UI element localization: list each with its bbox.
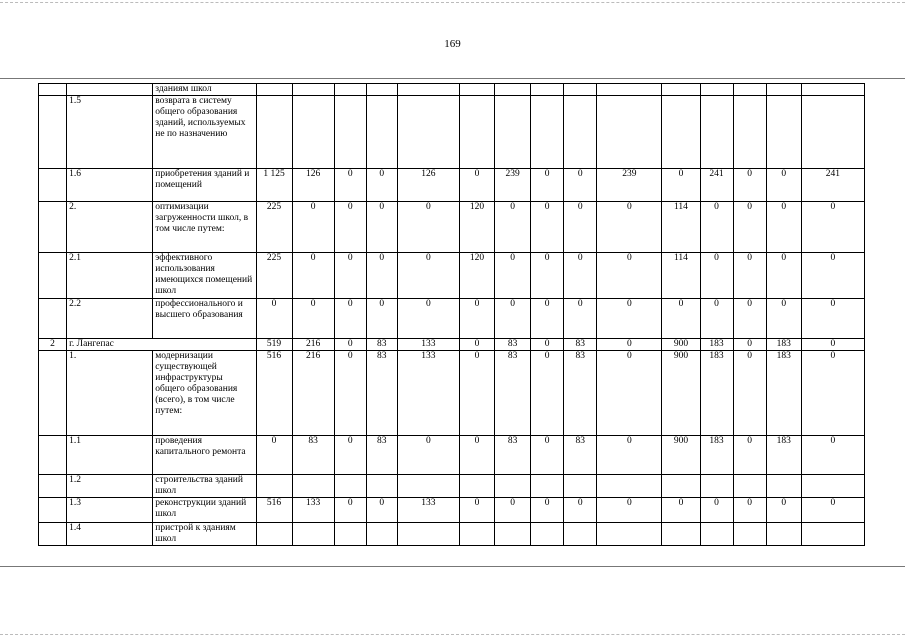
value-cell: 0 [801,202,864,253]
value-cell: 0 [334,351,366,436]
value-cell: 0 [700,299,733,339]
value-cell: 0 [459,339,494,351]
value-cell [397,96,459,169]
value-cell: 0 [766,202,801,253]
value-cell: 183 [700,339,733,351]
page-number: 169 [444,38,461,50]
value-cell: 519 [256,339,292,351]
value-cell [662,475,700,498]
value-cell [397,84,459,96]
row-code-cell: 1.5 [67,96,153,169]
value-cell: 0 [459,169,494,202]
value-cell [564,96,597,169]
value-cell [531,523,564,546]
value-cell [597,96,662,169]
table-row [39,475,865,498]
value-cell: 0 [564,202,597,253]
value-cell: 126 [397,169,459,202]
value-cell: 0 [495,299,531,339]
value-cell: 0 [334,202,366,253]
value-cell: 0 [662,498,700,523]
value-cell: 114 [662,253,700,299]
value-cell: 0 [459,351,494,436]
table-row [39,202,865,253]
value-cell [334,475,366,498]
value-cell: 0 [495,253,531,299]
value-cell: 0 [733,202,766,253]
value-cell [766,84,801,96]
value-cell [700,96,733,169]
value-cell: 126 [292,169,334,202]
value-cell [334,84,366,96]
value-cell: 0 [597,202,662,253]
value-cell: 0 [531,351,564,436]
value-cell: 0 [334,498,366,523]
value-cell: 225 [256,202,292,253]
value-cell: 120 [459,253,494,299]
value-cell: 183 [766,339,801,351]
value-cell [292,96,334,169]
value-cell [564,475,597,498]
row-number-cell [39,253,67,299]
row-name-cell: пристрой к зданиям школ [153,523,256,546]
value-cell: 0 [531,498,564,523]
table-row [39,339,865,351]
value-cell: 0 [766,253,801,299]
value-cell: 0 [564,299,597,339]
value-cell: 0 [766,498,801,523]
row-name-cell: реконструкции зданий школ [153,498,256,523]
value-cell: 83 [564,436,597,475]
row-number-cell [39,523,67,546]
value-cell [292,475,334,498]
row-name-cell: возврата в систему общего образования зданий, используемых не по назначению [153,96,256,169]
value-cell: 0 [801,339,864,351]
value-cell: 0 [334,299,366,339]
value-cell: 0 [334,169,366,202]
value-cell [256,523,292,546]
value-cell: 0 [564,253,597,299]
value-cell: 83 [564,351,597,436]
value-cell: 83 [366,351,397,436]
value-cell [256,84,292,96]
value-cell: 0 [733,299,766,339]
value-cell: 133 [397,351,459,436]
page-edge-top [0,2,905,3]
value-cell: 0 [597,436,662,475]
value-cell [334,96,366,169]
value-cell: 0 [397,436,459,475]
value-cell: 0 [700,253,733,299]
value-cell [597,84,662,96]
value-cell [397,475,459,498]
header-rule [0,78,905,79]
value-cell: 0 [366,202,397,253]
row-name-cell: приобретения зданий и помещений [153,169,256,202]
value-cell: 0 [597,253,662,299]
row-name-cell: профессионального и высшего образования [153,299,256,339]
value-cell: 0 [459,299,494,339]
value-cell [459,475,494,498]
value-cell: 0 [366,498,397,523]
value-cell: 216 [292,339,334,351]
value-cell: 241 [700,169,733,202]
value-cell: 0 [531,169,564,202]
value-cell: 0 [733,169,766,202]
value-cell [334,523,366,546]
table-row [39,299,865,339]
row-number-cell [39,96,67,169]
footer-rule [0,566,905,567]
page-edge-bottom [0,634,905,635]
value-cell: 0 [256,299,292,339]
row-number-cell [39,498,67,523]
value-cell: 0 [662,169,700,202]
value-cell [766,96,801,169]
table-row [39,96,865,169]
value-cell: 0 [733,351,766,436]
value-cell: 114 [662,202,700,253]
value-cell: 183 [700,436,733,475]
value-cell: 0 [700,202,733,253]
value-cell: 133 [397,498,459,523]
row-number-cell [39,84,67,96]
value-cell: 0 [597,339,662,351]
value-cell [662,96,700,169]
row-number-cell: 2 [39,339,67,351]
value-cell: 239 [495,169,531,202]
value-cell: 0 [397,253,459,299]
row-number-cell [39,436,67,475]
value-cell [662,84,700,96]
value-cell: 0 [766,299,801,339]
table-row [39,523,865,546]
value-cell: 0 [766,169,801,202]
value-cell [733,96,766,169]
value-cell: 0 [366,299,397,339]
value-cell: 0 [531,436,564,475]
value-cell: 0 [495,498,531,523]
value-cell: 0 [801,498,864,523]
data-table [38,83,865,546]
table-row [39,169,865,202]
value-cell: 83 [495,339,531,351]
row-name-cell: оптимизации загруженности школ, в том числе путем: [153,202,256,253]
value-cell: 83 [495,351,531,436]
value-cell: 0 [733,436,766,475]
value-cell: 0 [801,351,864,436]
row-name-cell: модернизации существующей инфраструктуры общего образования (всего), в том числе путем: [153,351,256,436]
value-cell: 0 [366,169,397,202]
value-cell [733,84,766,96]
value-cell: 216 [292,351,334,436]
value-cell: 0 [495,202,531,253]
value-cell [495,523,531,546]
value-cell [256,475,292,498]
value-cell: 0 [733,339,766,351]
value-cell: 83 [564,339,597,351]
value-cell: 0 [733,498,766,523]
value-cell: 225 [256,253,292,299]
row-code-cell: 1. [67,351,153,436]
value-cell: 0 [334,253,366,299]
value-cell: 0 [531,299,564,339]
row-number-cell [39,299,67,339]
value-cell [733,523,766,546]
value-cell [700,475,733,498]
value-cell: 241 [801,169,864,202]
value-cell [459,523,494,546]
value-cell: 0 [366,253,397,299]
value-cell: 900 [662,436,700,475]
table-row [39,351,865,436]
row-code-cell: 1.4 [67,523,153,546]
value-cell [564,84,597,96]
value-cell: 0 [531,339,564,351]
value-cell: 0 [662,299,700,339]
value-cell [766,523,801,546]
value-cell: 0 [597,299,662,339]
value-cell: 0 [531,202,564,253]
row-name-cell: эффективного использования имеющихся помещений школ [153,253,256,299]
value-cell [766,475,801,498]
row-number-cell [39,169,67,202]
table-row [39,84,865,96]
value-cell: 239 [597,169,662,202]
row-name-cell: строительства зданий школ [153,475,256,498]
value-cell: 0 [801,436,864,475]
value-cell [256,96,292,169]
value-cell: 0 [292,253,334,299]
value-cell [397,523,459,546]
value-cell [801,475,864,498]
value-cell [531,84,564,96]
value-cell [597,475,662,498]
row-number-cell [39,351,67,436]
value-cell [495,84,531,96]
value-cell [292,523,334,546]
row-code-cell: 2.2 [67,299,153,339]
value-cell: 0 [564,169,597,202]
value-cell: 183 [766,436,801,475]
value-cell [531,96,564,169]
value-cell [495,96,531,169]
value-cell: 0 [397,202,459,253]
value-cell [801,523,864,546]
value-cell: 183 [766,351,801,436]
value-cell: 0 [564,498,597,523]
value-cell: 0 [256,436,292,475]
table-row [39,436,865,475]
value-cell [292,84,334,96]
value-cell: 0 [397,299,459,339]
row-number-cell [39,202,67,253]
row-code-cell: г. Лангепас [67,339,256,351]
value-cell: 0 [597,351,662,436]
value-cell: 83 [366,339,397,351]
value-cell: 516 [256,498,292,523]
row-code-cell: 1.1 [67,436,153,475]
value-cell: 83 [366,436,397,475]
value-cell: 133 [397,339,459,351]
value-cell [366,523,397,546]
row-name-cell: проведения капитального ремонта [153,436,256,475]
value-cell: 133 [292,498,334,523]
value-cell: 0 [700,498,733,523]
value-cell [801,84,864,96]
value-cell: 83 [495,436,531,475]
value-cell: 0 [334,339,366,351]
value-cell: 0 [801,299,864,339]
row-number-cell [39,475,67,498]
value-cell [366,96,397,169]
value-cell: 120 [459,202,494,253]
value-cell: 516 [256,351,292,436]
value-cell [700,523,733,546]
row-code-cell: 1.2 [67,475,153,498]
row-code-cell: 1.6 [67,169,153,202]
value-cell [700,84,733,96]
row-code-cell: 2. [67,202,153,253]
value-cell: 1 125 [256,169,292,202]
table-row [39,253,865,299]
value-cell: 900 [662,351,700,436]
table-row [39,498,865,523]
row-name-cell: зданиям школ [153,84,256,96]
value-cell: 83 [292,436,334,475]
value-cell [495,475,531,498]
value-cell [597,523,662,546]
value-cell [459,96,494,169]
value-cell: 0 [801,253,864,299]
value-cell [733,475,766,498]
value-cell: 0 [733,253,766,299]
value-cell: 0 [292,202,334,253]
value-cell: 183 [700,351,733,436]
value-cell [801,96,864,169]
value-cell [366,84,397,96]
value-cell [531,475,564,498]
value-cell: 900 [662,339,700,351]
value-cell [366,475,397,498]
row-code-cell: 1.3 [67,498,153,523]
value-cell: 0 [292,299,334,339]
value-cell [564,523,597,546]
row-code-cell [67,84,153,96]
value-cell [459,84,494,96]
row-code-cell: 2.1 [67,253,153,299]
value-cell: 0 [597,498,662,523]
value-cell: 0 [459,498,494,523]
value-cell [662,523,700,546]
value-cell: 0 [531,253,564,299]
value-cell: 0 [459,436,494,475]
value-cell: 0 [334,436,366,475]
